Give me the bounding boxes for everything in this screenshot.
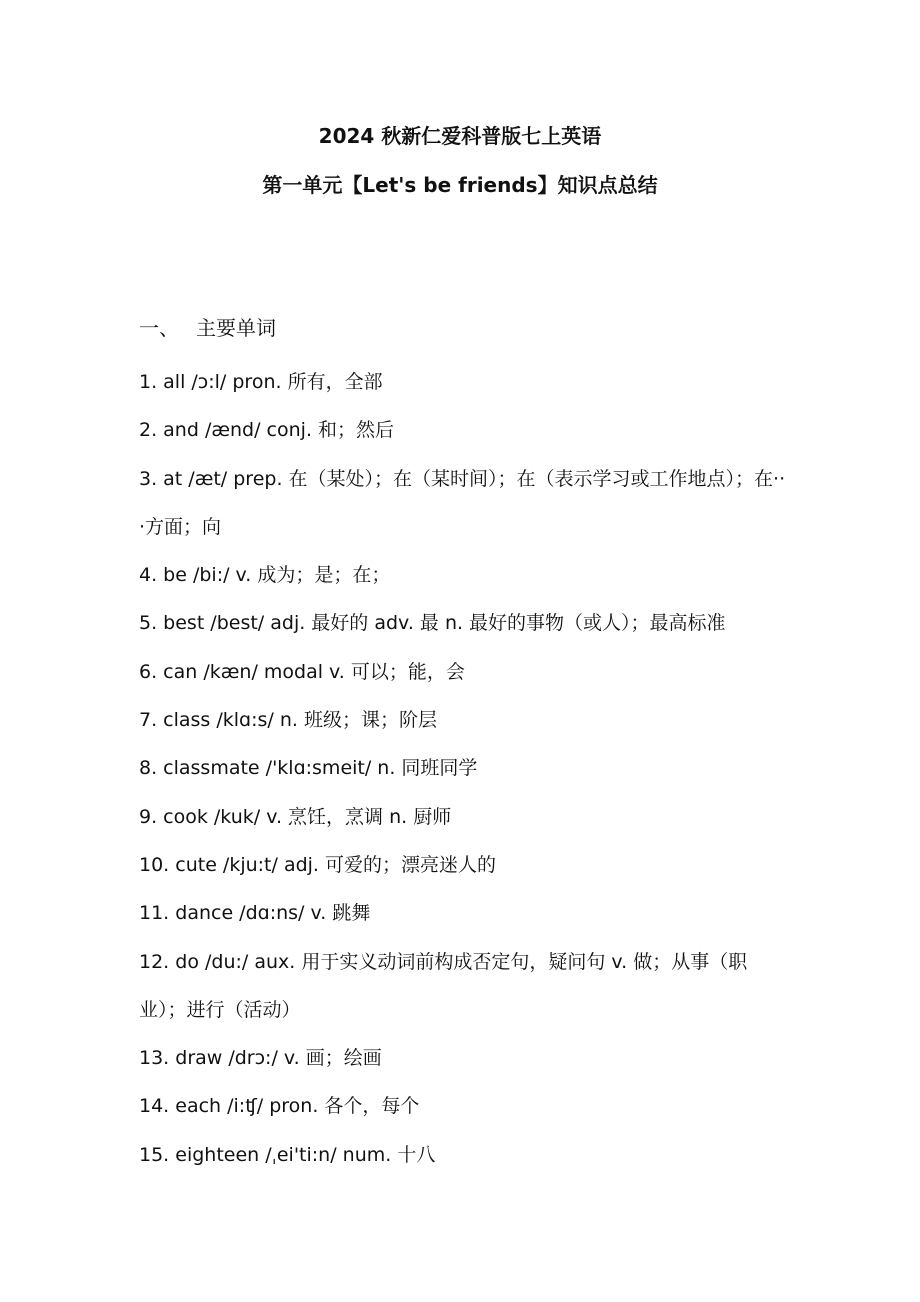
vocabulary-entry: 10. cute /kju:t/ adj. 可爱的；漂亮迷人的 [139,853,497,876]
vocabulary-entry: 13. draw /drɔ:/ v. 画；绘画 [139,1047,382,1070]
vocabulary-entry: 3. at /æt/ prep. 在（某处）；在（某时间）；在（表示学习或工作地点）；在···方面；向 [139,467,786,538]
vocabulary-entry: 4. be /bi:/ v. 成为；是；在； [139,564,391,587]
vocabulary-entry: 7. class /klɑ:s/ n. 班级；课；阶层 [139,709,437,732]
vocabulary-entry: 14. each /i:ʧ/ pron. 各个，每个 [139,1095,420,1118]
vocabulary-entry: 5. best /best/ adj. 最好的 adv. 最 n. 最好的事物（或人）；最高标准 [139,612,726,635]
vocabulary-entry: 1. all /ɔ:l/ pron. 所有，全部 [139,371,383,393]
vocabulary-entry: 6. can /kæn/ modal v. 可以；能，会 [139,660,465,683]
document-title: 2024 秋新仁爱科普版七上英语 [318,124,602,148]
section-number: 一、 [139,316,179,340]
vocabulary-entry: 15. eighteen /ˌei'ti:n/ num. 十八 [139,1143,436,1166]
vocabulary-entry: 2. and /ænd/ conj. 和；然后 [139,419,395,442]
section-heading [139,312,276,341]
section-title: 主要单词 [196,316,276,340]
vocabulary-entry: 8. classmate /'klɑ:smeit/ n. 同班同学 [139,757,478,780]
vocabulary-entry: 9. cook /kuk/ v. 烹饪，烹调 n. 厨师 [139,805,452,828]
vocabulary-entry: 12. do /du:/ aux. 用于实义动词前构成否定句，疑问句 v. 做；从事（职业）；进行（活动） [139,950,748,1021]
vocabulary-entry: 11. dance /dɑ:ns/ v. 跳舞 [139,902,371,925]
document-subtitle: 第一单元【Let's be friends】知识点总结 [262,173,658,197]
vocabulary-list [139,358,789,1179]
